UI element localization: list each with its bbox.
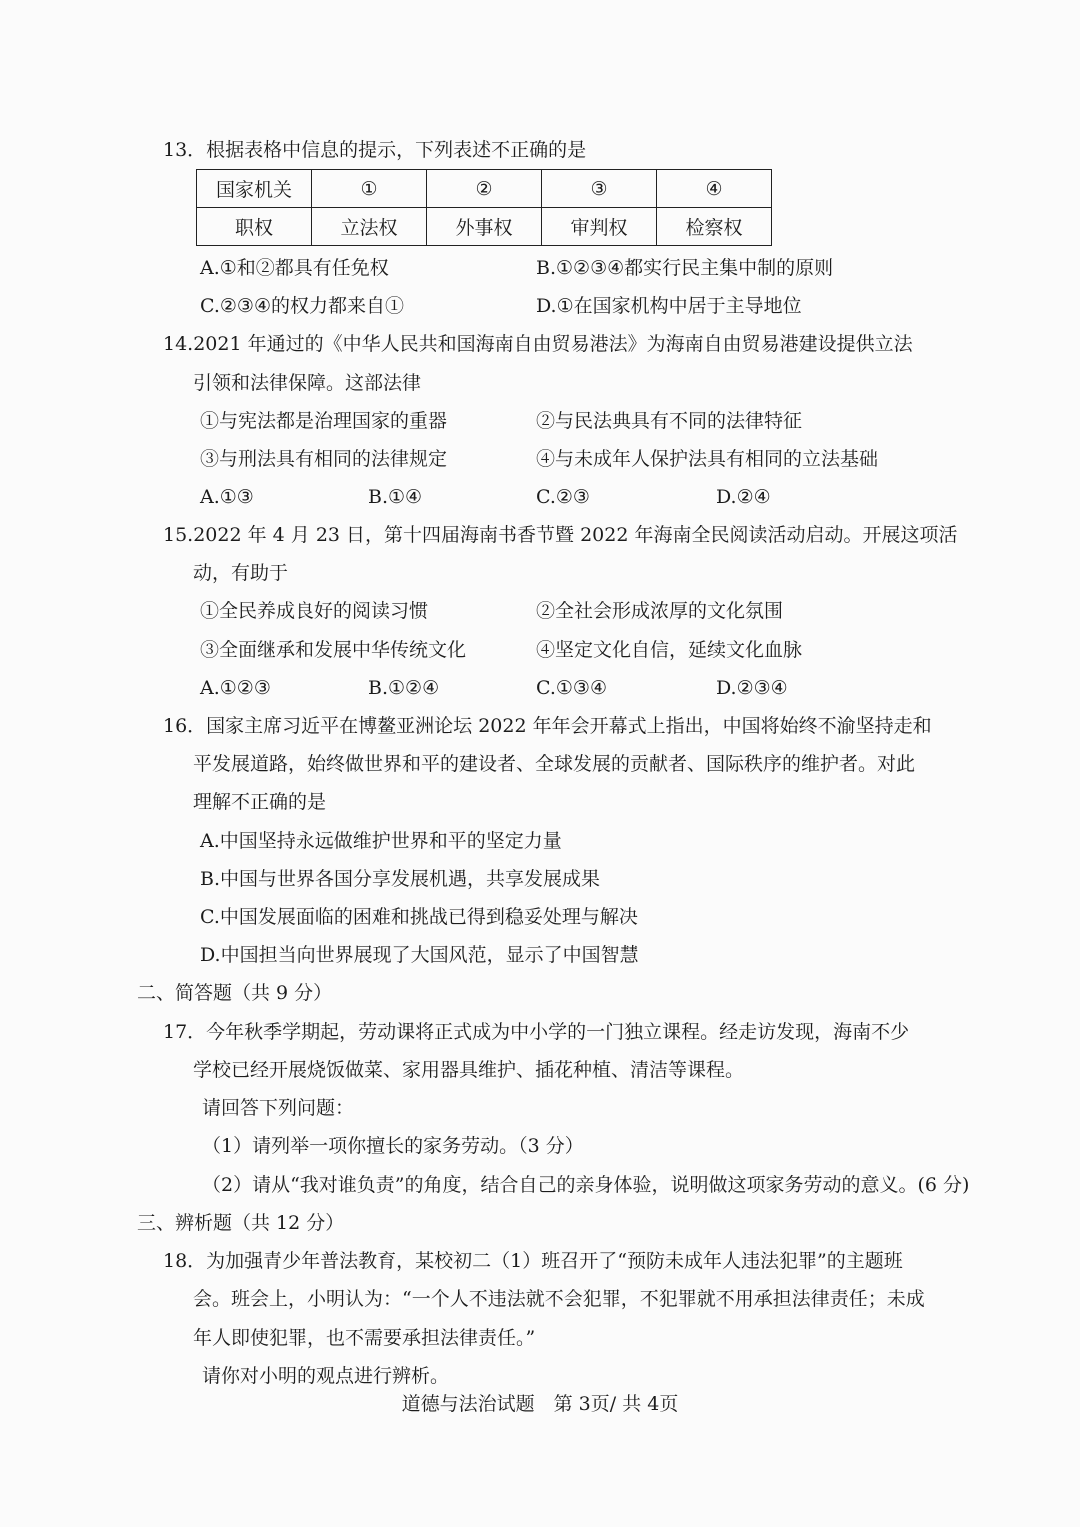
q15-option-d: D.②③④ [716, 677, 788, 699]
table-cell: 审判权 [542, 208, 657, 246]
table-row [197, 170, 772, 208]
table-cell: 立法权 [312, 208, 427, 246]
q15-item-2: ②全社会形成浓厚的文化氛围 [536, 600, 784, 622]
q18-stem-line3: 年人即使犯罪，也不需要承担法律责任。” [193, 1327, 536, 1349]
q16-option-d: D.中国担当向世界展现了大国风范，显示了中国智慧 [200, 944, 639, 966]
q16-stem-line3: 理解不正确的是 [193, 791, 327, 813]
q17-stem-line2: 学校已经开展烧饭做菜、家用器具维护、插花种植、清洁等课程。 [193, 1059, 745, 1081]
q15-stem-line2: 动，有助于 [193, 562, 289, 584]
q15-stem-line1: 15.2022 年 4 月 23 日，第十四届海南书香节暨 2022 年海南全民阅读活动启动。开展这项活 [163, 524, 958, 546]
table-cell: 职权 [197, 208, 312, 246]
q16-option-a: A.中国坚持永远做维护世界和平的坚定力量 [200, 830, 562, 852]
q16-stem-line2: 平发展道路，始终做世界和平的建设者、全球发展的贡献者、国际秩序的维护者。对此 [193, 753, 916, 775]
table-cell: ④ [657, 170, 772, 208]
q18-stem-line2: 会。班会上，小明认为：“一个人不违法就不会犯罪，不犯罪就不用承担法律责任；未成 [193, 1288, 925, 1310]
q14-stem-line1: 14.2021 年通过的《中华人民共和国海南自由贸易港法》为海南自由贸易港建设提供立法 [163, 333, 913, 355]
q15-item-1: ①全民养成良好的阅读习惯 [200, 600, 429, 622]
q14-option-a: A.①③ [200, 486, 254, 508]
q17-sub-question-1: （1）请列举一项你擅长的家务劳动。（3 分） [202, 1135, 584, 1157]
q14-option-b: B.①④ [368, 486, 423, 508]
q14-item-1: ①与宪法都是治理国家的重器 [200, 410, 448, 432]
q13-stem: 13．根据表格中信息的提示，下列表述不正确的是 [163, 139, 587, 161]
section-2-heading: 二、简答题（共 9 分） [137, 982, 333, 1004]
table-cell: ② [427, 170, 542, 208]
q14-item-4: ④与未成年人保护法具有相同的立法基础 [536, 448, 879, 470]
q15-option-a: A.①②③ [200, 677, 271, 699]
q18-stem-line1: 18．为加强青少年普法教育，某校初二（1）班召开了“预防未成年人违法犯罪”的主题班 [163, 1250, 903, 1272]
section-3-heading: 三、辨析题（共 12 分） [137, 1212, 345, 1234]
table-row [197, 208, 772, 246]
q17-stem-line1: 17．今年秋季学期起，劳动课将正式成为中小学的一门独立课程。经走访发现，海南不少 [163, 1021, 910, 1043]
q14-option-d: D.②④ [716, 486, 771, 508]
q15-item-4: ④坚定文化自信，延续文化血脉 [536, 639, 803, 661]
table-cell: ① [312, 170, 427, 208]
q13-option-b: B.①②③④都实行民主集中制的原则 [536, 257, 834, 279]
q16-option-b: B.中国与世界各国分享发展机遇，共享发展成果 [200, 868, 601, 890]
q14-item-3: ③与刑法具有相同的法律规定 [200, 448, 448, 470]
q17-sub-question-2: （2）请从“我对谁负责”的角度，结合自己的亲身体验，说明做这项家务劳动的意义。(6 分) [202, 1174, 970, 1196]
table-cell: 国家机关 [197, 170, 312, 208]
q13-table [196, 169, 772, 246]
q14-item-2: ②与民法典具有不同的法律特征 [536, 410, 803, 432]
table-cell: 外事权 [427, 208, 542, 246]
q15-option-b: B.①②④ [368, 677, 440, 699]
page-footer: 道德与法治试题 第 3页/ 共 4页 [401, 1393, 679, 1415]
q14-option-c: C.②③ [536, 486, 590, 508]
q15-option-c: C.①③④ [536, 677, 607, 699]
q18-prompt: 请你对小明的观点进行辨析。 [202, 1365, 450, 1387]
table-cell: ③ [542, 170, 657, 208]
q17-prompt: 请回答下列问题： [202, 1097, 355, 1119]
q13-option-a: A.①和②都具有任免权 [200, 257, 389, 279]
q14-stem-line2: 引领和法律保障。这部法律 [193, 372, 422, 394]
q15-item-3: ③全面继承和发展中华传统文化 [200, 639, 467, 661]
q13-option-d: D.①在国家机构中居于主导地位 [536, 295, 802, 317]
table-cell: 检察权 [657, 208, 772, 246]
q13-option-c: C.②③④的权力都来自① [200, 295, 404, 317]
q16-option-c: C.中国发展面临的困难和挑战已得到稳妥处理与解决 [200, 906, 638, 928]
q16-stem-line1: 16．国家主席习近平在博鳌亚洲论坛 2022 年年会开幕式上指出，中国将始终不渝坚持走和 [163, 715, 932, 737]
